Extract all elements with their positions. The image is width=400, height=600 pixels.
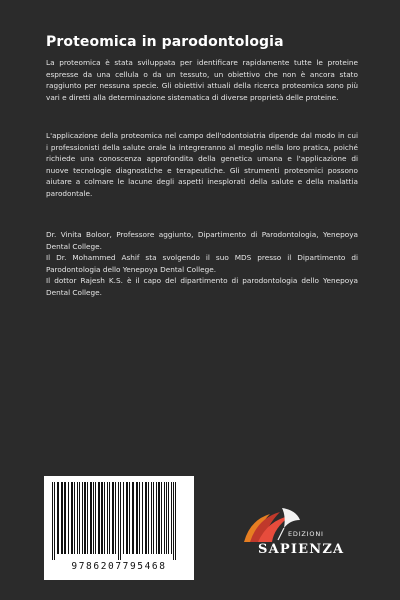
barcode-bar: [129, 482, 130, 554]
barcode-bar: [164, 482, 165, 554]
barcode-bar: [126, 482, 128, 554]
barcode-bar: [142, 482, 143, 554]
barcode-bar: [64, 482, 66, 554]
barcode-bar: [136, 482, 138, 554]
barcode-bar: [132, 482, 134, 554]
barcode-bar: [90, 482, 92, 554]
barcode-bar: [61, 482, 63, 554]
barcode-bar: [98, 482, 100, 554]
description-paragraph-2: L'applicazione della proteomica nel campo dell'odontoiatria dipende dal modo in cui i professionisti della salute orale la integreranno al meglio nella loro pratica, poiché richiede una conoscenza approfondita della genetica umana e l'applicazione di nuove tecnologie diagnostiche e terapeutiche. Gli strumenti proteomici possono aiutare a colmare le lacune degli aspetti inesplorati della salute e della malattia parodontale.: [46, 131, 358, 198]
barcode-bar: [57, 482, 59, 554]
barcode-bar: [115, 482, 116, 554]
barcode-bars: [50, 482, 188, 560]
barcode-bar: [145, 482, 147, 554]
barcode-bar: [118, 482, 119, 560]
barcode-bar: [156, 482, 157, 554]
author-bios: [46, 229, 358, 299]
barcode-bar: [104, 482, 105, 554]
barcode-bar: [84, 482, 86, 554]
barcode-bar: [95, 482, 96, 554]
author-bio: Dr. Vinita Boloor, Professore aggiunto, Dipartimento di Parodontologia, Yenepoya Dental College.: [46, 230, 358, 251]
quill-fan-icon: [236, 506, 306, 546]
barcode-bar: [175, 482, 176, 560]
barcode-bar: [107, 482, 108, 554]
barcode-bar: [153, 482, 154, 554]
barcode-bar: [74, 482, 75, 554]
barcode-bar: [68, 482, 69, 554]
barcode-bar: [54, 482, 55, 560]
barcode-bar: [87, 482, 88, 554]
barcode-bar: [168, 482, 169, 554]
book-title: Proteomica in parodontologia: [46, 34, 284, 50]
barcode-bar: [151, 482, 152, 554]
barcode-bar: [52, 482, 53, 560]
barcode-bar: [148, 482, 149, 554]
barcode-bar: [77, 482, 78, 554]
description-paragraph-1: La proteomica è stata sviluppata per identificare rapidamente tutte le proteine espresse da una cellula o da un tessuto, un obiettivo che non è ancora stato raggiunto per nessuna specie. Gli obiettivi attuali della ricerca proteomica sono più vari e diretti alla determinazione sistematica di diverse proprietà delle proteine.: [46, 58, 358, 102]
barcode-bar: [71, 482, 73, 554]
publisher-edizioni: EDIZIONI: [288, 530, 324, 538]
barcode-bar: [161, 482, 162, 554]
barcode-bar: [93, 482, 94, 554]
barcode-bar: [120, 482, 121, 560]
isbn-barcode: [44, 476, 194, 580]
barcode-bar: [139, 482, 140, 554]
publisher-name: SAPIENZA: [258, 542, 345, 557]
barcode-bar: [112, 482, 114, 554]
barcode-bar: [171, 482, 172, 554]
barcode-bar: [158, 482, 160, 554]
barcode-bar: [79, 482, 80, 554]
barcode-bar: [82, 482, 83, 554]
barcode-bar: [166, 482, 167, 554]
publisher-logo: [236, 506, 356, 566]
author-bio: Il Dr. Mohammed Ashif sta svolgendo il suo MDS presso il Dipartimento di Parodontologia dello Yenepoya Dental College.: [46, 253, 358, 274]
isbn-number: 9786207795468: [71, 561, 167, 572]
barcode-bar: [173, 482, 174, 560]
barcode-bar: [123, 482, 124, 554]
barcode-bar: [101, 482, 103, 554]
author-bio: Il dottor Rajesh K.S. è il capo del dipartimento di parodontologia dello Yenepoya Dental College.: [46, 276, 358, 297]
barcode-bar: [109, 482, 110, 554]
